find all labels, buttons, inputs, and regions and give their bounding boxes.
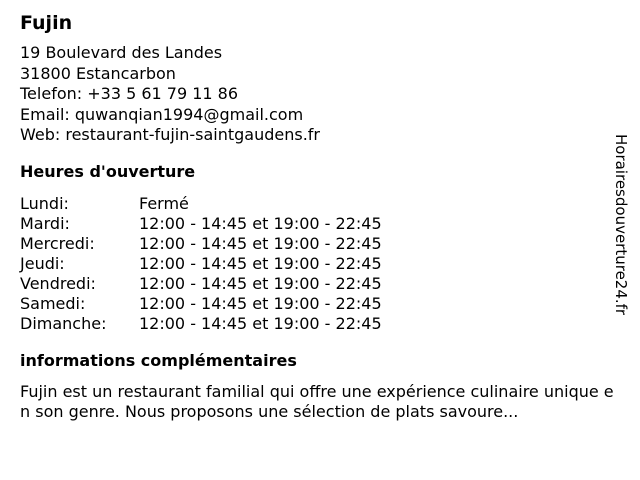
hours-time: 12:00 - 14:45 et 19:00 - 22:45 (139, 213, 382, 233)
hours-table (20, 194, 620, 334)
contact-block (20, 43, 620, 146)
hours-row-lundi (20, 194, 620, 214)
email-line: Email: quwanqian1994@gmail.com (20, 104, 304, 124)
info-heading: informations complémentaires (20, 350, 297, 370)
hours-day: Samedi: (20, 293, 86, 313)
phone-line: Telefon: +33 5 61 79 11 86 (20, 84, 239, 103)
hours-row-mercredi (20, 234, 620, 254)
city-postcode: 31800 Estancarbon (20, 63, 176, 83)
hours-row-mardi (20, 214, 620, 234)
street-address: 19 Boulevard des Landes (20, 43, 223, 62)
hours-time: 12:00 - 14:45 et 19:00 - 22:45 (139, 233, 382, 253)
business-name: Fujin (20, 12, 73, 34)
hours-day: Lundi: (20, 193, 69, 213)
hours-time: 12:00 - 14:45 et 19:00 - 22:45 (139, 273, 382, 293)
hours-day: Dimanche: (20, 313, 107, 333)
hours-row-vendredi (20, 274, 620, 294)
hours-heading: Heures d'ouverture (20, 161, 196, 181)
brand-watermark: Horairesdouverture24.fr (612, 134, 630, 316)
business-card (20, 10, 620, 422)
hours-time: 12:00 - 14:45 et 19:00 - 22:45 (139, 253, 382, 273)
hours-row-jeudi (20, 254, 620, 274)
hours-row-samedi (20, 294, 620, 314)
hours-day: Jeudi: (20, 253, 65, 273)
hours-time: 12:00 - 14:45 et 19:00 - 22:45 (139, 313, 382, 333)
hours-day: Mercredi: (20, 233, 95, 253)
hours-day: Vendredi: (20, 273, 96, 293)
hours-row-dimanche (20, 314, 620, 334)
hours-day: Mardi: (20, 213, 70, 233)
description-text: Fujin est un restaurant familial qui offre une expérience culinaire unique en son genre. Nous proposons une sélection de plats savoure... (20, 381, 614, 421)
hours-time: 12:00 - 14:45 et 19:00 - 22:45 (139, 293, 382, 313)
web-line: Web: restaurant-fujin-saintgaudens.fr (20, 125, 321, 144)
hours-time: Fermé (139, 193, 189, 213)
